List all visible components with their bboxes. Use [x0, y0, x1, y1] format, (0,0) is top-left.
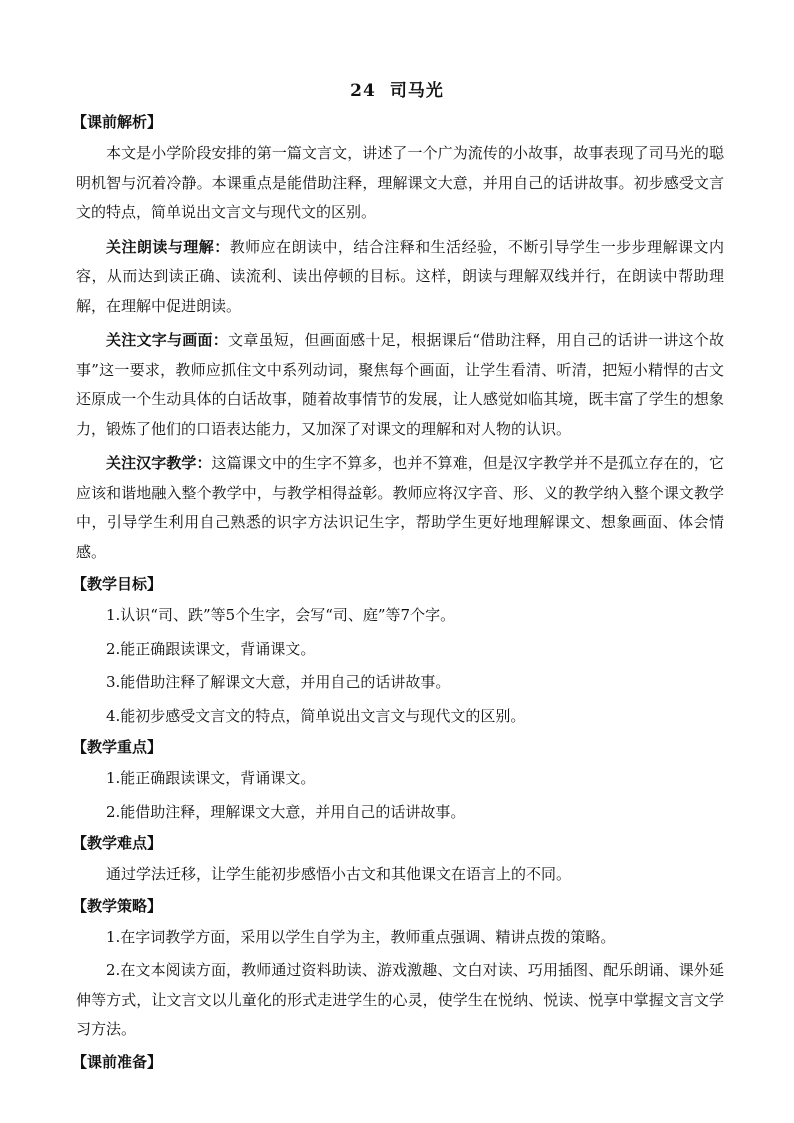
section-heading-preparation: 【课前准备】: [72, 1052, 163, 1071]
analysis-reading-lead: 关注朗读与理解：: [106, 237, 230, 256]
analysis-hanzi-text: 这篇课文中的生字不算多，也并不算难，但是汉字教学并不是孤立存在的，它应该和谐地融入整个教学中，与教学相得益彰。教师应将汉字音、形、义的教学纳入整个课文教学中，引导学生利用自己熟悉的识字方法识记生字，帮助学生更好地理解课文、想象画面、体会情感。: [76, 454, 724, 561]
strategy-item: 1.在字词教学方面，采用以学生自学为主，教师重点强调、精讲点拨的策略。: [106, 927, 616, 946]
goal-item: 2.能正确跟读课文，背诵课文。: [106, 639, 316, 658]
page-title: [0, 79, 794, 103]
analysis-image-lead: 关注文字与画面：: [106, 331, 229, 349]
analysis-image-text: 文章虽短，但画面感十足，根据课后“借助注释，用自己的话讲一讲这个故事”这一要求，教师应抓住文中系列动词，聚焦每个画面，让学生看清、听清，把短小精悍的古文还原成一个生动具体的白话故事，随着故事情节的发展，让人感觉如临其境，既丰富了学生的想象力，锻炼了他们的口语表达能力，又加深了对课文的理解和对人物的认识。: [76, 331, 724, 438]
section-heading-key-points: 【教学重点】: [72, 738, 163, 756]
analysis-image-paragraph: [76, 326, 724, 444]
goal-item: 1.认识“司、跌”等5个生字，会写“司、庭”等7个字。: [106, 606, 456, 624]
lesson-number: 24: [350, 81, 376, 101]
goal-item: 4.能初步感受文言文的特点，简单说出文言文与现代文的区别。: [106, 706, 526, 725]
document-body: [72, 110, 724, 1079]
analysis-reading-paragraph: [76, 233, 724, 322]
section-heading-analysis: 【课前解析】: [72, 113, 163, 131]
key-point-item: 2.能借助注释，理解课文大意，并用自己的话讲故事。: [106, 802, 466, 821]
section-heading-goals: 【教学目标】: [72, 575, 163, 593]
strategy-item: 2.在文本阅读方面，教师通过资料助读、游戏激趣、文白对读、巧用插图、配乐朗诵、课外延伸等方式，让文言文以儿童化的形式走进学生的心灵，使学生在悦纳、悦读、悦享中掌握文言文学习方法。: [76, 961, 724, 1038]
analysis-hanzi-paragraph: [76, 449, 724, 567]
goal-item: 3.能借助注释了解课文大意，并用自己的话讲故事。: [106, 673, 451, 691]
lesson-title: 司马光: [389, 81, 444, 101]
analysis-reading-text: 教师应在朗读中，结合注释和生活经验，不断引导学生一步步理解课文内容，从而达到读正确、读流利、读出停顿的目标。这样，朗读与理解双线并行，在朗读中帮助理解，在理解中促进朗读。: [76, 237, 724, 315]
key-point-item: 1.能正确跟读课文，背诵课文。: [106, 769, 316, 787]
section-heading-difficulties: 【教学难点】: [72, 834, 163, 852]
analysis-intro: 本文是小学阶段安排的第一篇文言文，讲述了一个广为流传的小故事，故事表现了司马光的聪明机智与沉着冷静。本课重点是能借助注释，理解课文大意，并用自己的话讲故事。初步感受文言文的特点，简单说出文言文与现代文的区别。: [76, 144, 724, 221]
analysis-hanzi-lead: 关注汉字教学：: [106, 454, 212, 472]
section-heading-strategies: 【教学策略】: [72, 896, 163, 915]
difficulty-text: 通过学法迁移，让学生能初步感悟小古文和其他课文在语言上的不同。: [106, 865, 572, 883]
